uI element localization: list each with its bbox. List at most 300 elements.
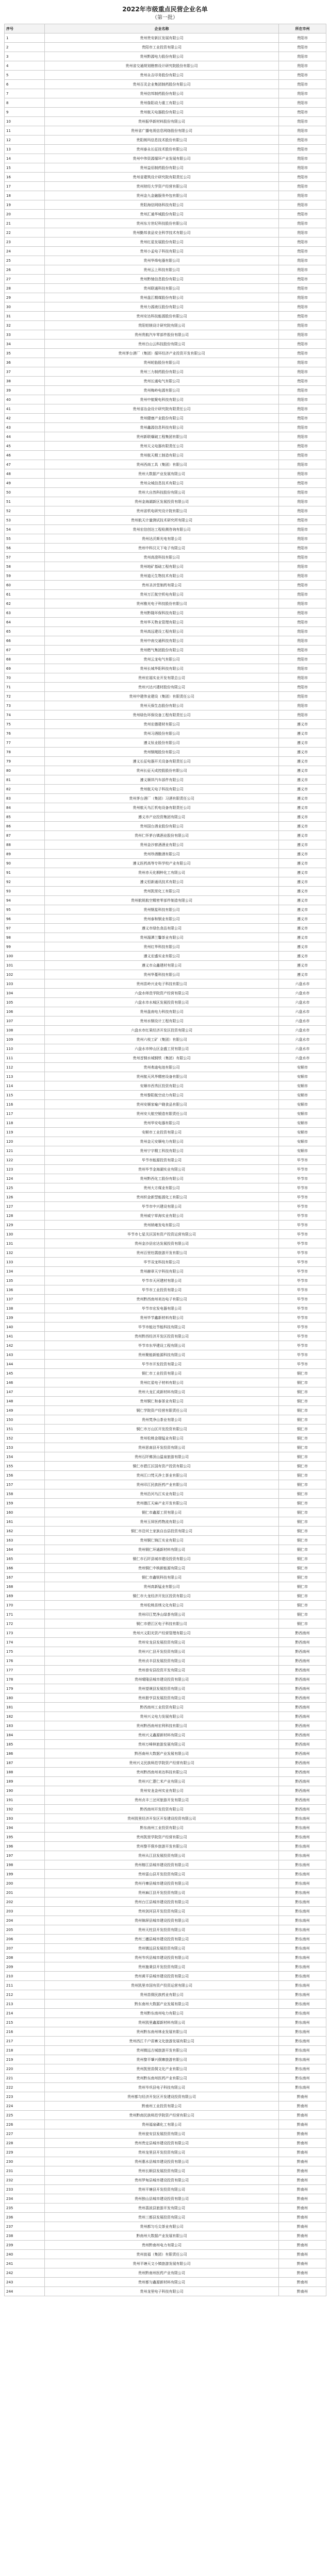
table-row <box>5 2157 326 2166</box>
row-city: 贵阳市 <box>279 33 326 43</box>
row-index: 236 <box>5 2213 45 2222</box>
row-company: 贵州航天电子科技有限公司 <box>45 785 279 794</box>
row-city: 安顺市 <box>279 1109 326 1118</box>
row-index: 119 <box>5 1128 45 1137</box>
table-row <box>5 2250 326 2259</box>
table-row <box>5 2176 326 2185</box>
row-company: 贵州绿色环保设备工程有限责任公司 <box>45 710 279 720</box>
table-row <box>5 1527 326 1536</box>
row-index: 147 <box>5 1387 45 1397</box>
row-city: 黔西南州 <box>279 1703 326 1712</box>
row-city: 贵阳市 <box>279 608 326 618</box>
row-index: 134 <box>5 1267 45 1276</box>
row-index: 4 <box>5 61 45 71</box>
table-row <box>5 1833 326 1842</box>
row-index: 100 <box>5 952 45 961</box>
row-city: 毕节市 <box>279 1276 326 1285</box>
table-row <box>5 1582 326 1591</box>
table-row <box>5 757 326 766</box>
row-company: 贵州航天计量测试技术研究所有限公司 <box>45 516 279 525</box>
table-row <box>5 330 326 340</box>
row-index: 156 <box>5 1471 45 1480</box>
table-row <box>5 905 326 914</box>
table-row <box>5 451 326 460</box>
row-index: 6 <box>5 80 45 89</box>
row-city: 黔东南州 <box>279 2083 326 2092</box>
table-row <box>5 1619 326 1629</box>
row-company: 贵州航天精工制造有限公司 <box>45 451 279 460</box>
table-row <box>5 1777 326 1786</box>
row-company: 贵州岑巩县电子科技有限公司 <box>45 2083 279 2092</box>
row-company: 贵州剑河县开发投资有限公司 <box>45 1907 279 1916</box>
row-index: 210 <box>5 1972 45 1981</box>
row-company: 贵州华蔓科技有限公司 <box>45 970 279 979</box>
row-city: 铜仁市 <box>279 1415 326 1425</box>
row-city: 贵阳市 <box>279 646 326 655</box>
row-city: 贵阳市 <box>279 544 326 553</box>
header-city: 所在市州 <box>279 24 326 33</box>
row-index: 146 <box>5 1378 45 1387</box>
row-city: 黔东南州 <box>279 2027 326 2037</box>
row-company: 毕节市能达节能科技有限公司 <box>45 1323 279 1332</box>
table-header-row <box>5 24 326 33</box>
row-index: 96 <box>5 914 45 924</box>
row-index: 7 <box>5 89 45 98</box>
table-row <box>5 1230 326 1239</box>
row-company: 贵州锦屏县城市建设投资有限公司 <box>45 1916 279 1925</box>
row-index: 132 <box>5 1248 45 1258</box>
row-index: 81 <box>5 775 45 785</box>
table-row <box>5 1656 326 1666</box>
row-company: 贵州赤天化桐梓化工有限公司 <box>45 868 279 877</box>
row-index: 73 <box>5 701 45 710</box>
row-city: 黔南州 <box>279 2268 326 2278</box>
row-index: 51 <box>5 497 45 506</box>
row-company: 贵州三都县发展投资有限公司 <box>45 2213 279 2222</box>
row-city: 安顺市 <box>279 1128 326 1137</box>
row-city: 贵阳市 <box>279 312 326 321</box>
row-city: 遵义市 <box>279 850 326 859</box>
row-city: 铜仁市 <box>279 1582 326 1591</box>
row-index: 25 <box>5 256 45 265</box>
row-index: 3 <box>5 52 45 61</box>
table-row <box>5 1860 326 1870</box>
table-row <box>5 1462 326 1471</box>
row-city: 贵阳市 <box>279 367 326 377</box>
row-index: 133 <box>5 1258 45 1267</box>
row-company: 贵州黎平侗乡旅游开发有限公司 <box>45 1842 279 1851</box>
row-company: 贵州丹寨县城市建设投资有限公司 <box>45 1879 279 1888</box>
row-index: 162 <box>5 1527 45 1536</box>
row-city: 六盘水市 <box>279 1026 326 1035</box>
row-city: 毕节市 <box>279 1211 326 1221</box>
row-city: 铜仁市 <box>279 1471 326 1480</box>
row-company: 贵州望谟县发展投资有限公司 <box>45 1684 279 1693</box>
row-city: 遵义市 <box>279 812 326 822</box>
row-index: 227 <box>5 2129 45 2139</box>
row-city: 黔南州 <box>279 2204 326 2213</box>
table-row <box>5 979 326 989</box>
table-row <box>5 1749 326 1758</box>
table-row <box>5 2018 326 2027</box>
table-row <box>5 135 326 145</box>
row-company: 贵州省机电研究设计院有限公司 <box>45 506 279 516</box>
row-company: 贵州黔源电力股份有限公司 <box>45 52 279 61</box>
row-company: 贵州凯里苗侗文化产业有限公司 <box>45 2064 279 2074</box>
row-city: 贵阳市 <box>279 414 326 423</box>
row-city: 贵阳市 <box>279 126 326 135</box>
table-row <box>5 2129 326 2139</box>
row-company: 贵州首钢水城钢铁（集团）有限公司 <box>45 1054 279 1063</box>
row-city: 黔西南州 <box>279 1749 326 1758</box>
row-city: 黔南州 <box>279 2157 326 2166</box>
row-city: 铜仁市 <box>279 1387 326 1397</box>
row-company: 贵州茅台酒厂（集团）循环经济产业投资开发有限公司 <box>45 349 279 358</box>
row-city: 六盘水市 <box>279 1016 326 1026</box>
row-index: 184 <box>5 1731 45 1740</box>
table-row <box>5 414 326 423</box>
row-city: 遵义市 <box>279 738 326 748</box>
table-row <box>5 618 326 627</box>
table-row <box>5 404 326 414</box>
row-index: 180 <box>5 1693 45 1703</box>
row-company: 贵州黔东南州医药产业有限公司 <box>45 2074 279 2083</box>
row-company: 铜仁市鑫锐科技有限公司 <box>45 1573 279 1582</box>
row-index: 83 <box>5 794 45 803</box>
row-index: 80 <box>5 766 45 775</box>
row-company: 黔东南州大数据产业发展有限公司 <box>45 1999 279 2009</box>
row-index: 242 <box>5 2268 45 2278</box>
row-city: 贵阳市 <box>279 145 326 154</box>
row-index: 189 <box>5 1777 45 1786</box>
table-row <box>5 2259 326 2268</box>
row-company: 贵州中航聚电科技有限公司 <box>45 395 279 404</box>
row-company: 贵州普安县投资开发有限公司 <box>45 1666 279 1675</box>
row-company: 铜仁市万山区开发投资有限公司 <box>45 1425 279 1434</box>
row-company: 贵州中南交通科技有限公司 <box>45 636 279 646</box>
row-city: 铜仁市 <box>279 1508 326 1517</box>
table-row <box>5 1693 326 1703</box>
row-city: 贵阳市 <box>279 618 326 627</box>
table-row <box>5 1944 326 1953</box>
row-index: 151 <box>5 1425 45 1434</box>
table-row <box>5 247 326 256</box>
row-city: 黔东南州 <box>279 1833 326 1842</box>
row-city: 安顺市 <box>279 1081 326 1091</box>
row-company: 贵州施秉县开发投资有限公司 <box>45 1962 279 1972</box>
table-row <box>5 1174 326 1183</box>
row-city: 毕节市 <box>279 1295 326 1304</box>
row-city: 黔南州 <box>279 2176 326 2185</box>
row-index: 139 <box>5 1313 45 1323</box>
table-row <box>5 33 326 43</box>
table-row <box>5 1063 326 1072</box>
row-company: 六盘水市水城区发展投资有限公司 <box>45 998 279 1007</box>
row-city: 贵阳市 <box>279 210 326 219</box>
row-company: 贵州独山县城市建设投资有限公司 <box>45 2194 279 2204</box>
row-company: 贵州瓮安县发展投资有限公司 <box>45 2129 279 2139</box>
row-index: 17 <box>5 182 45 191</box>
table-row <box>5 52 326 61</box>
table-row <box>5 80 326 89</box>
row-index: 15 <box>5 163 45 173</box>
row-index: 69 <box>5 664 45 673</box>
row-city: 遵义市 <box>279 933 326 942</box>
table-row <box>5 599 326 608</box>
table-row <box>5 497 326 506</box>
row-index: 211 <box>5 1981 45 1990</box>
row-company: 贵州詹阳动力重工有限公司 <box>45 98 279 108</box>
row-company: 贵州威宁草海实业有限公司 <box>45 1211 279 1221</box>
row-index: 70 <box>5 673 45 683</box>
row-index: 178 <box>5 1675 45 1684</box>
row-company: 贵州铜仁和泰茶业有限公司 <box>45 1397 279 1406</box>
row-company: 贵州长顺县发展投资有限公司 <box>45 2166 279 2176</box>
row-index: 36 <box>5 358 45 367</box>
row-index: 90 <box>5 859 45 868</box>
table-row <box>5 1981 326 1990</box>
table-row <box>5 794 326 803</box>
table-row <box>5 1146 326 1156</box>
row-city: 遵义市 <box>279 766 326 775</box>
row-company: 贵州梵净山茶业有限公司 <box>45 1415 279 1425</box>
row-company: 贵州泰永长征技术股份有限公司 <box>45 145 279 154</box>
row-index: 149 <box>5 1406 45 1415</box>
row-index: 39 <box>5 386 45 395</box>
row-index: 213 <box>5 1999 45 2009</box>
row-index: 65 <box>5 627 45 636</box>
table-row <box>5 534 326 544</box>
row-company: 贵州贵安新区发展有限公司 <box>45 33 279 43</box>
row-city: 毕节市 <box>279 1248 326 1258</box>
table-row <box>5 729 326 738</box>
table-row <box>5 1211 326 1221</box>
row-city: 贵阳市 <box>279 108 326 117</box>
table-row <box>5 1137 326 1146</box>
row-city: 贵阳市 <box>279 117 326 126</box>
row-index: 86 <box>5 822 45 831</box>
row-city: 黔西南州 <box>279 1656 326 1666</box>
row-index: 150 <box>5 1415 45 1425</box>
row-index: 49 <box>5 479 45 488</box>
row-index: 130 <box>5 1230 45 1239</box>
table-row <box>5 358 326 367</box>
table-row <box>5 1323 326 1332</box>
row-city: 贵阳市 <box>279 321 326 330</box>
table-row <box>5 1193 326 1202</box>
row-company: 贵州长通电气有限公司 <box>45 377 279 386</box>
row-index: 40 <box>5 395 45 404</box>
row-index: 14 <box>5 154 45 163</box>
row-index: 229 <box>5 2148 45 2157</box>
row-index: 87 <box>5 831 45 840</box>
row-company: 贵州华天物业管理有限公司 <box>45 618 279 627</box>
row-index: 88 <box>5 840 45 850</box>
row-index: 157 <box>5 1480 45 1489</box>
row-index: 108 <box>5 1026 45 1035</box>
table-row <box>5 2204 326 2213</box>
row-company: 贵州沿河乌江实业有限公司 <box>45 1489 279 1499</box>
table-row <box>5 1350 326 1360</box>
row-city: 贵阳市 <box>279 581 326 590</box>
row-company: 贵州汇通华城股份有限公司 <box>45 210 279 219</box>
table-row <box>5 1805 326 1814</box>
row-city: 黔西南州 <box>279 1777 326 1786</box>
row-city: 贵阳市 <box>279 534 326 544</box>
table-row <box>5 117 326 126</box>
row-company: 贵州华烽电器有限公司 <box>45 256 279 265</box>
row-city: 黔南州 <box>279 2213 326 2222</box>
row-city: 遵义市 <box>279 914 326 924</box>
row-index: 182 <box>5 1712 45 1721</box>
row-city: 遵义市 <box>279 748 326 757</box>
row-company: 贵阳铝镁设计研究院有限公司 <box>45 321 279 330</box>
row-city: 贵阳市 <box>279 710 326 720</box>
row-index: 111 <box>5 1054 45 1063</box>
table-row <box>5 2148 326 2157</box>
row-company: 贵州玉屏医药物流有限公司 <box>45 1517 279 1527</box>
table-row <box>5 1684 326 1693</box>
table-row <box>5 1202 326 1211</box>
row-company: 贵州金元安顺电力有限公司 <box>45 1137 279 1146</box>
row-company: 遵义宏盛实业有限公司 <box>45 952 279 961</box>
row-index: 101 <box>5 961 45 970</box>
row-index: 42 <box>5 414 45 423</box>
row-company: 贵州黔东南州林业发展有限公司 <box>45 2027 279 2037</box>
row-city: 黔南州 <box>279 2120 326 2129</box>
row-city: 黔西南州 <box>279 1786 326 1795</box>
row-city: 铜仁市 <box>279 1369 326 1378</box>
row-city: 贵阳市 <box>279 497 326 506</box>
table-row <box>5 1425 326 1434</box>
row-company: 贵州镇远古城旅游开发有限公司 <box>45 2046 279 2055</box>
row-company: 贵州贵航汽车零部件股份有限公司 <box>45 330 279 340</box>
row-city: 铜仁市 <box>279 1619 326 1629</box>
row-city: 黔西南州 <box>279 1740 326 1749</box>
row-city: 六盘水市 <box>279 979 326 989</box>
row-index: 45 <box>5 442 45 451</box>
table-row <box>5 1128 326 1137</box>
row-company: 贵州黔南州电力有限公司 <box>45 2241 279 2250</box>
row-index: 1 <box>5 33 45 43</box>
row-city: 安顺市 <box>279 1063 326 1072</box>
row-city: 铜仁市 <box>279 1397 326 1406</box>
row-city: 贵阳市 <box>279 80 326 89</box>
row-index: 12 <box>5 135 45 145</box>
row-company: 贵州雷山县开发投资有限公司 <box>45 1870 279 1879</box>
row-company: 贵州百里杜鹃旅游开发有限公司 <box>45 1248 279 1258</box>
row-index: 221 <box>5 2074 45 2083</box>
table-row <box>5 970 326 979</box>
row-index: 123 <box>5 1165 45 1174</box>
table-row <box>5 1953 326 1962</box>
row-index: 201 <box>5 1888 45 1897</box>
row-city: 毕节市 <box>279 1323 326 1332</box>
row-city: 贵阳市 <box>279 692 326 701</box>
row-index: 52 <box>5 506 45 516</box>
table-row <box>5 1156 326 1165</box>
row-company: 贵州中科汉天下电子有限公司 <box>45 544 279 553</box>
table-row <box>5 553 326 562</box>
row-city: 黔西南州 <box>279 1758 326 1768</box>
row-city: 贵阳市 <box>279 293 326 302</box>
row-index: 127 <box>5 1202 45 1211</box>
row-city: 黔南州 <box>279 2166 326 2176</box>
table-row <box>5 1786 326 1795</box>
row-company: 贵州白山云科技股份有限公司 <box>45 340 279 349</box>
table-row <box>5 1480 326 1489</box>
table-row <box>5 812 326 822</box>
table-row <box>5 1573 326 1582</box>
row-index: 233 <box>5 2185 45 2194</box>
row-city: 贵阳市 <box>279 98 326 108</box>
row-index: 35 <box>5 349 45 358</box>
row-company: 贵州黔东南州电力有限公司 <box>45 2009 279 2018</box>
row-company: 贵州黔南州医药产业有限公司 <box>45 2268 279 2278</box>
row-company: 毕节市中兴建设有限公司 <box>45 1202 279 1211</box>
row-index: 231 <box>5 2166 45 2176</box>
row-company: 安顺市西秀区投资有限公司 <box>45 1081 279 1091</box>
row-company: 贵州思南县开发投资有限公司 <box>45 1443 279 1452</box>
table-row <box>5 386 326 395</box>
row-city: 铜仁市 <box>279 1443 326 1452</box>
table-row <box>5 2074 326 2083</box>
row-company: 铜仁市沿河土家族自治县投资有限公司 <box>45 1527 279 1536</box>
table-row <box>5 1666 326 1675</box>
row-index: 244 <box>5 2287 45 2296</box>
row-index: 121 <box>5 1146 45 1156</box>
row-city: 黔南州 <box>279 2148 326 2157</box>
table-row <box>5 608 326 618</box>
row-index: 91 <box>5 868 45 877</box>
row-index: 185 <box>5 1740 45 1749</box>
row-index: 62 <box>5 599 45 608</box>
row-city: 贵阳市 <box>279 200 326 210</box>
table-row <box>5 228 326 238</box>
row-city: 黔东南州 <box>279 1888 326 1897</box>
row-company: 贵州航天乌江机电设备有限责任公司 <box>45 803 279 812</box>
row-city: 毕节市 <box>279 1156 326 1165</box>
row-index: 109 <box>5 1035 45 1044</box>
row-city: 贵阳市 <box>279 135 326 145</box>
row-index: 5 <box>5 71 45 80</box>
row-company: 贵州德江天麻产业开发有限公司 <box>45 1499 279 1508</box>
table-row <box>5 1026 326 1035</box>
row-city: 贵阳市 <box>279 664 326 673</box>
row-index: 200 <box>5 1879 45 1888</box>
row-index: 138 <box>5 1304 45 1313</box>
row-company: 贵阳海信网络科技有限公司 <box>45 200 279 210</box>
row-city: 贵阳市 <box>279 191 326 200</box>
table-row <box>5 896 326 905</box>
row-city: 铜仁市 <box>279 1452 326 1462</box>
table-row <box>5 850 326 859</box>
table-row <box>5 284 326 293</box>
row-city: 黔东南州 <box>279 1860 326 1870</box>
row-company: 黔西南州开发投资有限公司 <box>45 1805 279 1814</box>
table-row <box>5 766 326 775</box>
header-company: 企业名称 <box>45 24 279 33</box>
row-company: 贵州福泉磷化工有限公司 <box>45 2120 279 2129</box>
table-row <box>5 1452 326 1462</box>
row-company: 贵州宁宇精工科技有限公司 <box>45 1146 279 1156</box>
row-company: 贵州红星发展股份有限公司 <box>45 238 279 247</box>
table-row <box>5 961 326 970</box>
row-city: 安顺市 <box>279 1091 326 1100</box>
row-city: 遵义市 <box>279 887 326 896</box>
row-city: 黔东南州 <box>279 1990 326 1999</box>
table-row <box>5 544 326 553</box>
